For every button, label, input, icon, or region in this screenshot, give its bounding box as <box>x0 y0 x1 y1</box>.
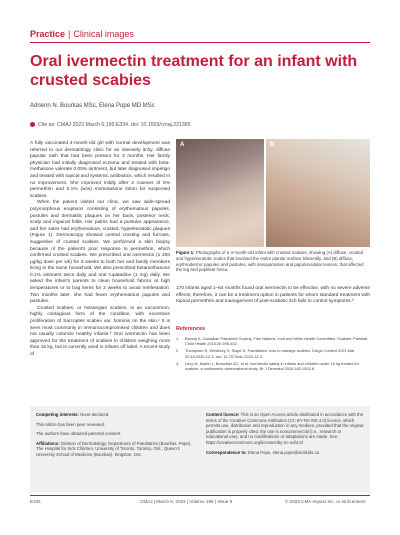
body-paragraph: 170 infants aged 1–64 months found oral ivermectin to be effective, with no severe adverse effects; therefore, it can be a treatment option in patients for whom standard treatment with topical permethrin and management of post-scabetic itch fails to control symptoms.³ <box>176 286 370 305</box>
footer-rule <box>30 495 370 496</box>
correspondence <box>206 450 364 456</box>
subsection-label: Clinical images <box>73 29 134 39</box>
cite-icon <box>30 122 35 127</box>
licence-text: This is an Open Access article distributed in accordance with the terms of the Creative Commons Attribution (CC BY-NC-ND 4.0) licence, which permits use, distribution and reproduction in any medium, provided that the original publication is properly cited, the use is noncommercial (i.e., research or educational use), and no modifications or adaptations are made. See: https://creativecommons.org/licenses/by-nc-nd/4.0/ <box>206 412 364 445</box>
reference-number: 2. <box>176 348 180 354</box>
body-paragraph: Crusted scabies, or Norwegian scabies, is an uncommon, highly contagious form of the condition, with excessive proliferation of Sarcoptes scabiei var. hominis on the skin.¹ It is seen most commonly in immunocompromised children and does not usually colonize healthy infants.² Oral ivermectin has been approved for the treatment of scabies in children weighing more than 15 kg, but is currently used in infants off label. A recent study of <box>30 305 170 357</box>
info-right-column <box>206 412 364 459</box>
figure-photo-b <box>266 139 370 247</box>
content-licence <box>206 412 364 446</box>
reference-number: 1. <box>176 336 180 341</box>
competing-text: None declared. <box>80 412 110 417</box>
author-line: Adrienn N. Bourkas MSc, Elena Pope MD MSc <box>30 103 155 109</box>
references-list <box>176 336 370 373</box>
reference-text: Levy M, Martin L, Bursztejn AC, et al. Ivermectin safety in infants and children under 15 kg treated for scabies: a multicentric observational study. Br J Dermatol 2020;182:1003-6. <box>185 360 359 372</box>
licence-label: Content licence: <box>206 412 240 417</box>
article-title: Oral ivermectin treatment for an infant with crusted scabies <box>30 53 358 89</box>
figure-photo-a <box>176 139 264 247</box>
affiliations-text: Division of Dermatology, Department of Paediatrics (Bourkas, Pope), The Hospital for Sick Children, University of Toronto, Toronto, Ont.; Queen's University School of Medicine (Bourkas), Kingston, Ont. <box>36 440 192 457</box>
section-kicker <box>30 29 134 39</box>
citation-text: Cite as: CMAJ 2023 March 6;195:E334. doi: 10.1503/cmaj.221385 <box>38 122 191 128</box>
reference-number: 3. <box>176 360 180 366</box>
reference-item <box>176 361 370 371</box>
references-heading: References <box>176 326 206 332</box>
photo-a-label: A <box>180 142 185 148</box>
citation-line[interactable] <box>30 122 191 128</box>
competing-interests <box>36 412 192 418</box>
journal-issue: CMAJ | March 6, 2023 | Volume 195 | Issue 9 <box>140 499 233 504</box>
affiliations-label: Affiliations: <box>36 440 60 446</box>
body-paragraph: A fully vaccinated 4-month-old girl with normal development was referred to our dermatology clinic for an intensely itchy, diffuse papular rash that had been present for 3 months. Her family physician had initially diagnosed eczema and treated with beta-methasone valerate 0.05% ointment, but later diagnosed impetigo and treated with topical and systemic antibiotics, which resulted in no improvement. She improved mildly after 2 courses of 5% permethrin and 0.1% (w/w) mometasone lotion for suspected scabies. <box>30 141 170 199</box>
info-left-column <box>36 412 192 462</box>
reference-item <box>176 348 370 358</box>
figure-caption <box>176 250 370 273</box>
caption-text: Photographs of a 4-month-old infant with crusted scabies, showing (A) diffuse, crusted and hyperkeratotic scales that involved the entire plantar surface bilaterally, and (B) diffuse, erythrodermic papules and pustules, with desquamation and papulonodular lesions, that affected the leg and popliteal fossa. <box>176 250 364 273</box>
page-number: E334 <box>30 499 41 504</box>
reference-text: Thompson R, Westbury S, Slape D. Paediatrics: how to manage scabies. Drugs Context 2021;Mar 20;10:2020-12-3. doi: 10.7573/dic.2020-12-3. <box>185 348 355 359</box>
article-info-box <box>30 406 370 492</box>
caption-label: Figure 1: <box>176 250 195 255</box>
reference-item <box>176 336 370 346</box>
correspondence-email[interactable]: Elena Pope, elena.pope@sickkids.ca <box>248 449 320 455</box>
correspondence-label: Correspondence to: <box>206 449 247 455</box>
body-left-column <box>30 141 170 359</box>
body-right-column <box>176 286 370 306</box>
header-rule <box>30 42 370 43</box>
photo-b-label: B <box>270 142 275 148</box>
body-paragraph: When the patient visited our clinic, we saw wide-spread polymorphous eruptions consisting of erythematous papules, pustules and dermatitic plaques on her back, posterior neck, scalp and inguinal folds. Her palms had a pustular appearance, and her soles had erythematous, crusted, hyperkeratotic plaques (Figure 1). Dermoscopy showed central crusting and furrows, suggestive of crusted scabies. We performed a skin biopsy because of the patient's poor response to permethrin, which confirmed crusted scabies. We prescribed oral ivermectin (1 200 µg/kg dose per wk) for 3 weeks to both her and family members living in the same household. We also prescribed betamethasone 0.1% ointment twice daily and oral rupatadine (1 mg) daily. We asked the infant's parents to clean household fabrics at high temperatures or to bag items for 2 weeks to avoid reinfestation. Two months later, she had fewer erythematous papules and pustules. <box>30 200 170 305</box>
competing-label: Competing interests: <box>36 412 79 417</box>
reference-text: Banerji A. Canadian Paediatric Society, First Nations, Inuit and Métis Health Committee. Scabies. Paediatr Child Health 2015;20:395-402. <box>185 336 368 347</box>
kicker-separator: | <box>68 29 71 39</box>
section-label: Practice <box>30 29 66 39</box>
peer-review-note: This article has been peer reviewed. <box>36 421 106 427</box>
affiliations <box>36 441 192 458</box>
consent-note: The authors have obtained parental consent. <box>36 431 122 437</box>
copyright: © 2023 CMA Impact Inc. or its licensors <box>285 499 366 504</box>
